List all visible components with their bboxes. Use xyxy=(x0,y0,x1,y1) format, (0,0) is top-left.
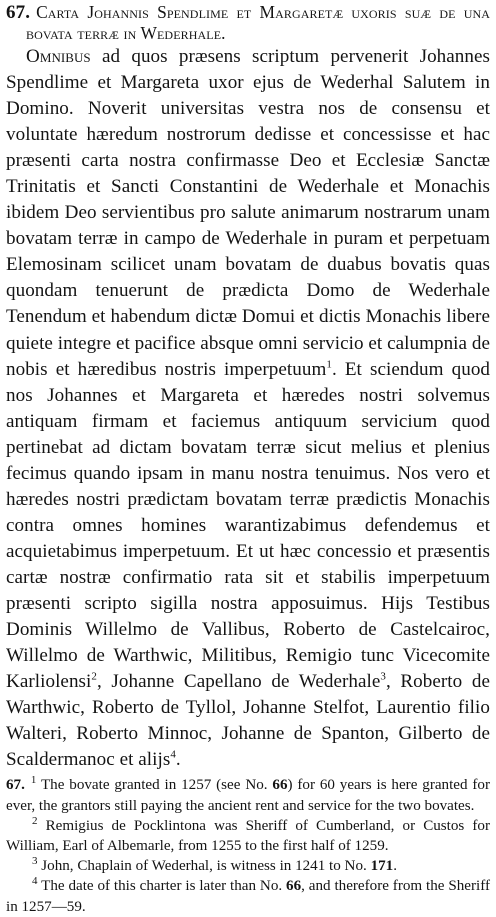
footnote-ref-1[interactable]: 1 xyxy=(326,358,332,371)
charter-text-end: . xyxy=(175,749,181,771)
footnote-1-text-a: The bovate granted in 1257 (see No. xyxy=(36,777,273,794)
footnote-2-text: Remigius de Pocklintona was Sheriff of Cumberland, or Custos for William, Earl of Albemarle, from 1255 to the first half of 1259. xyxy=(6,817,490,854)
charter-title: Carta Johannis Spendlime et Margaretæ uxoris suæ de una bovata terræ in Wederhale. xyxy=(26,2,490,43)
footnote-3-text-b: . xyxy=(393,858,397,875)
footnote-4-mark: 4 xyxy=(32,875,38,888)
footnote-ref-3[interactable]: 3 xyxy=(380,670,386,683)
charter-text-part4: , Roberto de Warthwic, Roberto de Tyllol, Johanne Stelfot, Laurentio filio Walteri, Roberto Minnoc, Johanne de Spanton, Gilberto de Scaldermanoc et alijs xyxy=(6,671,490,771)
charter-body xyxy=(6,44,490,773)
footnote-3 xyxy=(6,856,490,876)
footnotes xyxy=(6,775,490,916)
footnote-3-mark: 3 xyxy=(32,855,38,868)
footnote-2-mark: 2 xyxy=(32,814,38,827)
footnote-1-crossref[interactable]: 66 xyxy=(272,777,288,794)
footnote-2 xyxy=(6,816,490,856)
footnote-3-text-a: John, Chaplain of Wederhal, is witness in 1241 to No. xyxy=(37,858,371,875)
footnote-1 xyxy=(6,775,490,815)
footnote-ref-2[interactable]: 2 xyxy=(91,670,97,683)
footnote-4-text-b: , and therefore from the Sheriff in 1257—59. xyxy=(6,878,490,915)
footnote-4-text-a: The date of this charter is later than No. xyxy=(37,878,287,895)
footnote-4 xyxy=(6,876,490,916)
footnote-label: 67. xyxy=(6,777,25,794)
footnote-4-crossref[interactable]: 66 xyxy=(286,878,302,895)
charter-text-part2: . Et sciendum quod nos Johannes et Margareta et hæredes nostri solvemus antiquam firmam et faciemus antiquum servicium quod pertinebat ad dictam bovatam terræ sicut melius et plenius fecimus quando ipsam in manu nostra tenuimus. Nos vero et hæredes nostri prædictam bovatam terræ prædictis Monachis contra omnes homines warantizabimus defendemus et acquietabimus imperpetuum. Et ut hæc concessio et præsentis cartæ nostræ confirmatio rata sit et stabilis imperpetuum præsenti scripto sigilla nostra apposuimus. Hijs Testibus Dominis Willelmo de Vallibus, Roberto de Castelcairoc, Willelmo de Warthwic, Militibus, Remigio tunc Vicecomite Karliolensi xyxy=(6,358,491,693)
charter-text-part1: ad quos præsens scriptum pervenerit Johannes Spendlime et Margareta uxor ejus de Wederhal Salutem in Domino. Noverit universitas vestra nos de consensu et voluntate hæredum nostrorum dedisse et concessisse et hac præsenti carta nostra confirmasse Deo et Ecclesiæ Sanctæ Trinitatis et Sancti Constantini de Wederhale et Monachis ibidem Deo servientibus pro salute animarum nostrarum unam bovatam terræ in campo de Wederhale in puram et perpetuam Elemosinam scilicet unam bovatam de duabus bovatis quas quondam tenuerunt de prædicta Domo de Wederhale Tenendum et habendum dictæ Domui et dictis Monachis libere quiete integre et pacifice absque omni servicio et calumpnia de nobis et hæredibus nostris imperpetuum xyxy=(6,46,491,380)
footnote-1-mark: 1 xyxy=(30,774,37,787)
charter-lead-word: Omnibus xyxy=(26,46,91,67)
charter-text-part3: , Johanne Capellano de Wederhale xyxy=(96,671,381,693)
footnote-1-text-b: ) for 60 years is here granted for ever, the grantors still paying the ancient rent and service for the two bovates. xyxy=(6,777,490,814)
charter-number: 67. xyxy=(6,2,31,23)
footnote-ref-4[interactable]: 4 xyxy=(170,748,176,761)
charter-heading xyxy=(6,2,490,44)
footnote-3-crossref[interactable]: 171 xyxy=(370,858,394,875)
